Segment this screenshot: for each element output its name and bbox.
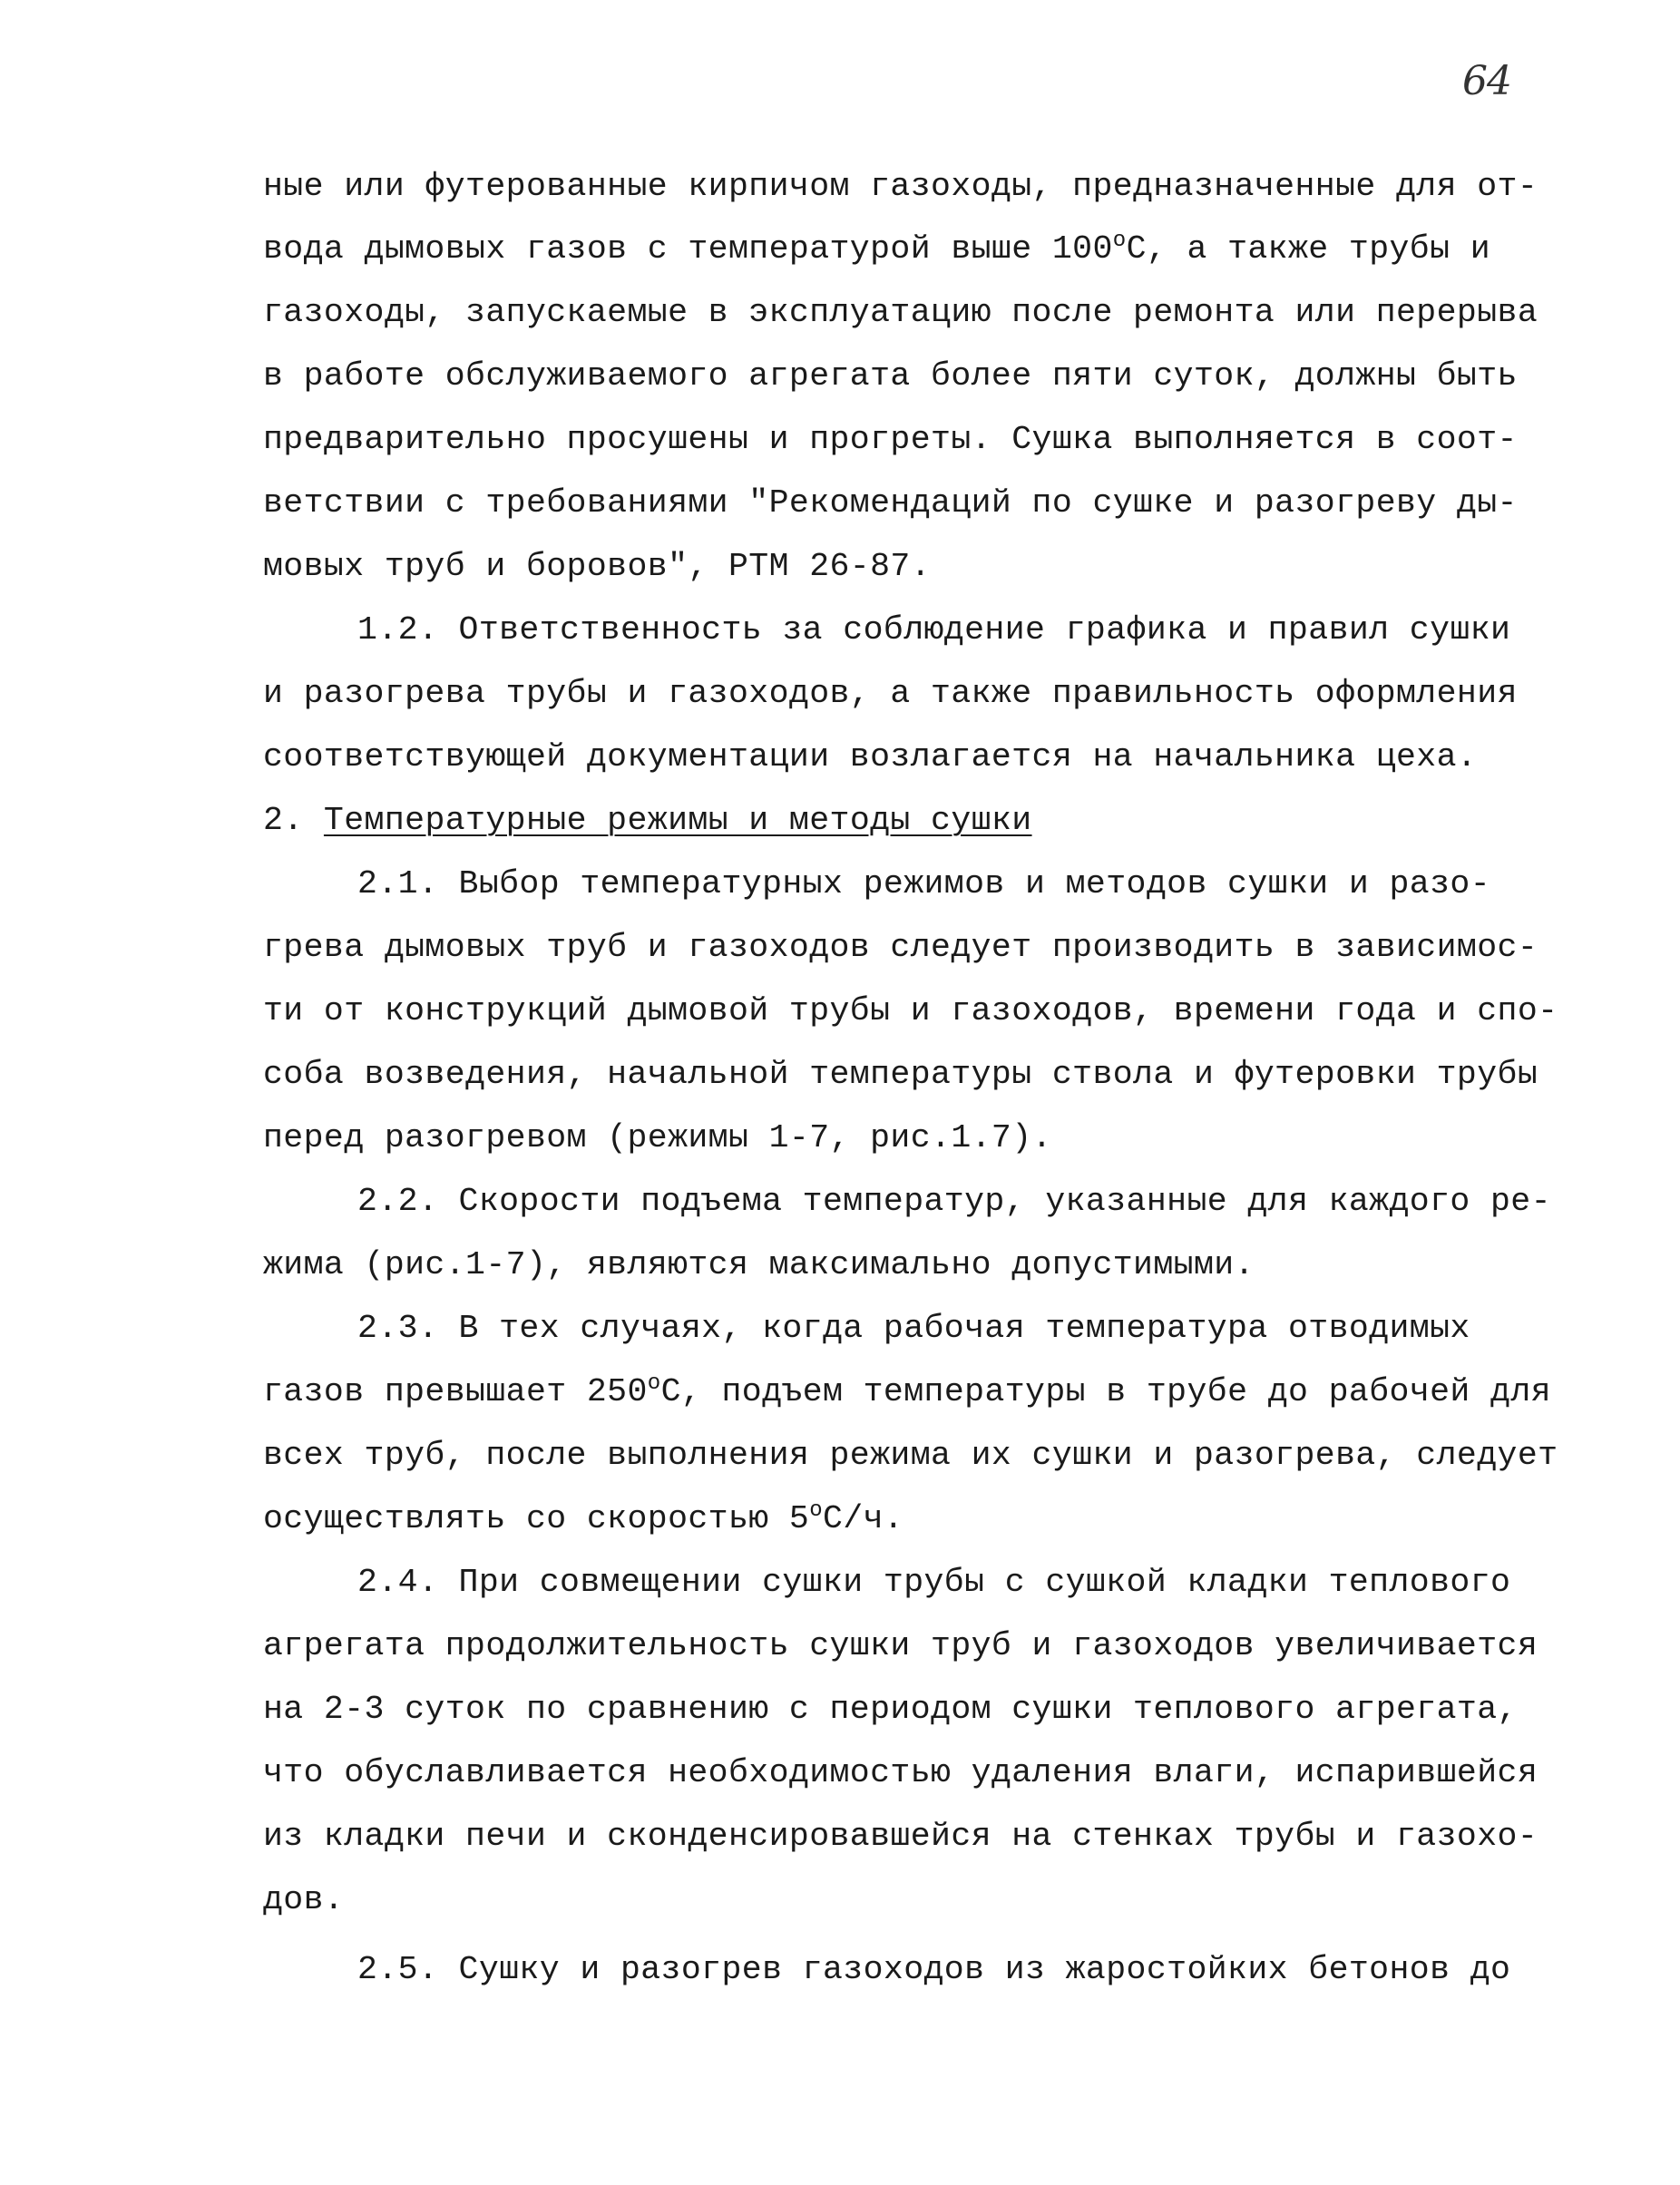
- text-line: всех труб, после выполнения режима их сушки и разогрева, следует: [263, 1437, 1558, 1474]
- text-line: соба возведения, начальной температуры ствола и футеровки трубы: [263, 1056, 1538, 1093]
- page-number: 64: [1462, 58, 1511, 104]
- text-line: 2.4. При совмещении сушки трубы с сушкой кладки теплового: [357, 1564, 1511, 1601]
- text-line: газов превышает $250^оС$, подъем температуры в трубе до рабочей для: [263, 1371, 1551, 1410]
- text-line: 2.1. Выбор температурных режимов и методов сушки и разо-: [357, 865, 1490, 902]
- text-line: грева дымовых труб и газоходов следует производить в зависимос-: [263, 929, 1538, 966]
- degree-superscript: о: [1112, 229, 1127, 253]
- text-line: газоходы, запускаемые в эксплуатацию после ремонта или перерыва: [263, 294, 1538, 331]
- text-line: и разогрева трубы и газоходов, а также правильность оформления: [263, 675, 1518, 712]
- text-line: предварительно просушены и прогреты. Сушка выполняется в соот-: [263, 421, 1518, 458]
- text-line: 2.5. Сушку и разогрев газоходов из жаростойких бетонов до: [357, 1951, 1511, 1988]
- text-line: перед разогревом (режимы 1-7, рис.1.7).: [263, 1119, 1052, 1156]
- text-line: ти от конструкций дымовой трубы и газоходов, времени года и спо-: [263, 992, 1558, 1029]
- degree-superscript: о: [809, 1498, 824, 1523]
- text-line: что обуславливается необходимостью удаления влаги, испарившейся: [263, 1754, 1538, 1791]
- text-line: 2.2. Скорости подъема температур, указанные для каждого ре-: [357, 1183, 1551, 1220]
- text-line: 1.2. Ответственность за соблюдение графика и правил сушки: [357, 611, 1511, 649]
- text-line: мовых труб и боровов", РТМ 26-87.: [263, 548, 932, 585]
- text-line: агрегата продолжительность сушки труб и газоходов увеличивается: [263, 1627, 1538, 1664]
- section-number: 2.: [263, 802, 304, 839]
- text-line: жима (рис.1-7), являются максимально допустимыми.: [263, 1246, 1255, 1283]
- text-line: на 2-3 суток по сравнению с периодом сушки теплового агрегата,: [263, 1691, 1518, 1728]
- text-line: ные или футерованные кирпичом газоходы, предназначенные для от-: [263, 168, 1538, 205]
- text-line: из кладки печи и сконденсировавшейся на стенках трубы и газохо-: [263, 1818, 1538, 1855]
- section-heading: [263, 801, 1032, 841]
- text-line: дов.: [263, 1881, 345, 1918]
- text-line: вода дымовых газов с температурой выше $100^оС$, а также трубы и: [263, 229, 1491, 268]
- text-line: осуществлять со скоростью $5^оС/ч$.: [263, 1498, 904, 1537]
- degree-superscript: о: [647, 1371, 661, 1396]
- text-line: 2.3. В тех случаях, когда рабочая температура отводимых: [357, 1310, 1470, 1347]
- text-line: соответствующей документации возлагается на начальника цеха.: [263, 738, 1478, 775]
- text-line: в работе обслуживаемого агрегата более пяти суток, должны быть: [263, 357, 1518, 395]
- text-line: ветствии с требованиями "Рекомендаций по сушке и разогреву ды-: [263, 484, 1518, 522]
- section-title: Температурные режимы и методы сушки: [323, 802, 1032, 839]
